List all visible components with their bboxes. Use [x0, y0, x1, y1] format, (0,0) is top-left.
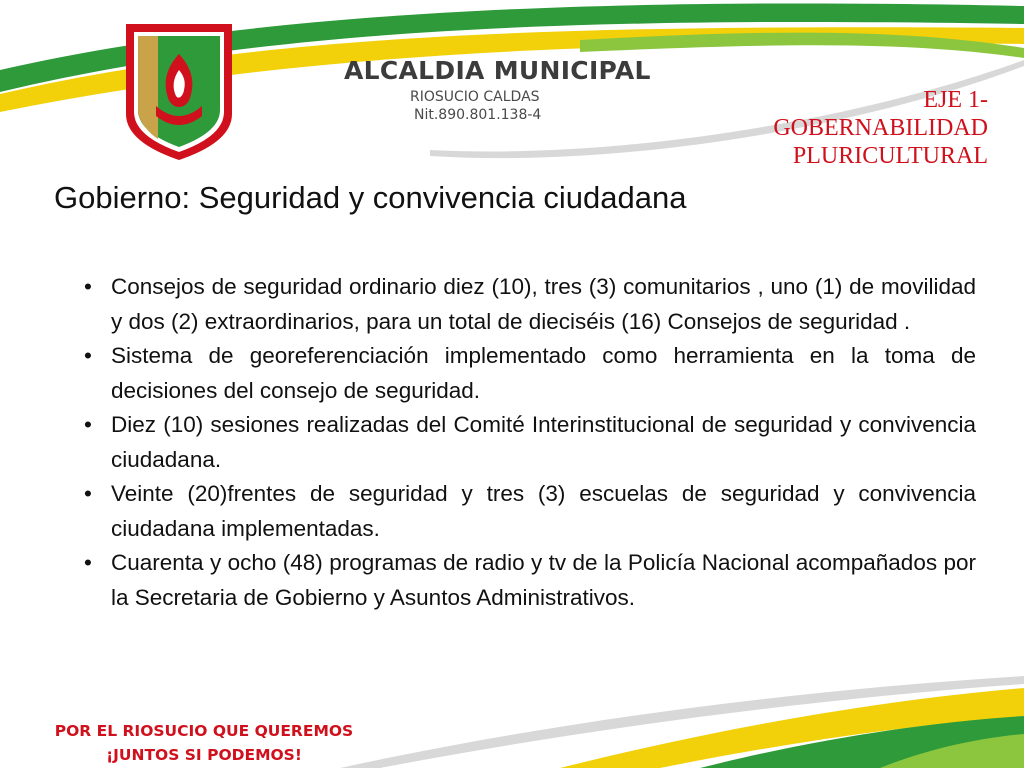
footer-slogan: [54, 719, 354, 767]
slogan-line2: ¡JUNTOS SI PODEMOS!: [106, 746, 302, 764]
axis-label-line1: EJE 1-: [923, 87, 988, 113]
org-city: RIOSUCIO CALDAS: [410, 89, 540, 105]
bullet-icon: •: [84, 481, 92, 506]
list-item: [78, 408, 976, 477]
org-nit: Nit.890.801.138-4: [414, 107, 542, 123]
list-item-text: Consejos de seguridad ordinario diez (10), tres (3) comunitarios , uno (1) de movilidad y dos (2) extraordinarios, para un total de dieciséis (16) Consejos de seguridad .: [111, 274, 976, 334]
bullet-list: [78, 270, 976, 615]
municipal-crest-icon: [118, 14, 240, 164]
axis-label: [668, 86, 988, 170]
list-item: [78, 339, 976, 408]
list-item-text: Sistema de georeferenciación implementado como herramienta en la toma de decisiones del consejo de seguridad.: [111, 343, 976, 403]
list-item: [78, 546, 976, 615]
list-item-text: Veinte (20)frentes de seguridad y tres (3) escuelas de seguridad y convivencia ciudadana implementadas.: [111, 481, 976, 541]
list-item: [78, 270, 976, 339]
org-name: ALCALDIA MUNICIPAL: [344, 56, 651, 85]
bullet-icon: •: [84, 343, 92, 368]
list-item: [78, 477, 976, 546]
list-item-text: Diez (10) sesiones realizadas del Comité Interinstitucional de seguridad y convivencia ciudadana.: [111, 412, 976, 472]
page-title: Gobierno: Seguridad y convivencia ciudadana: [54, 180, 687, 215]
list-item-text: Cuarenta y ocho (48) programas de radio y tv de la Policía Nacional acompañados por la Secretaria de Gobierno y Asuntos Administrativos.: [111, 550, 976, 610]
slogan-line1: POR EL RIOSUCIO QUE QUEREMOS: [54, 722, 354, 740]
bullet-icon: •: [84, 412, 92, 437]
axis-label-line3: PLURICULTURAL: [792, 143, 988, 169]
bullet-icon: •: [84, 550, 92, 575]
axis-label-line2: GOBERNABILIDAD: [773, 115, 988, 141]
bullet-icon: •: [84, 274, 92, 299]
